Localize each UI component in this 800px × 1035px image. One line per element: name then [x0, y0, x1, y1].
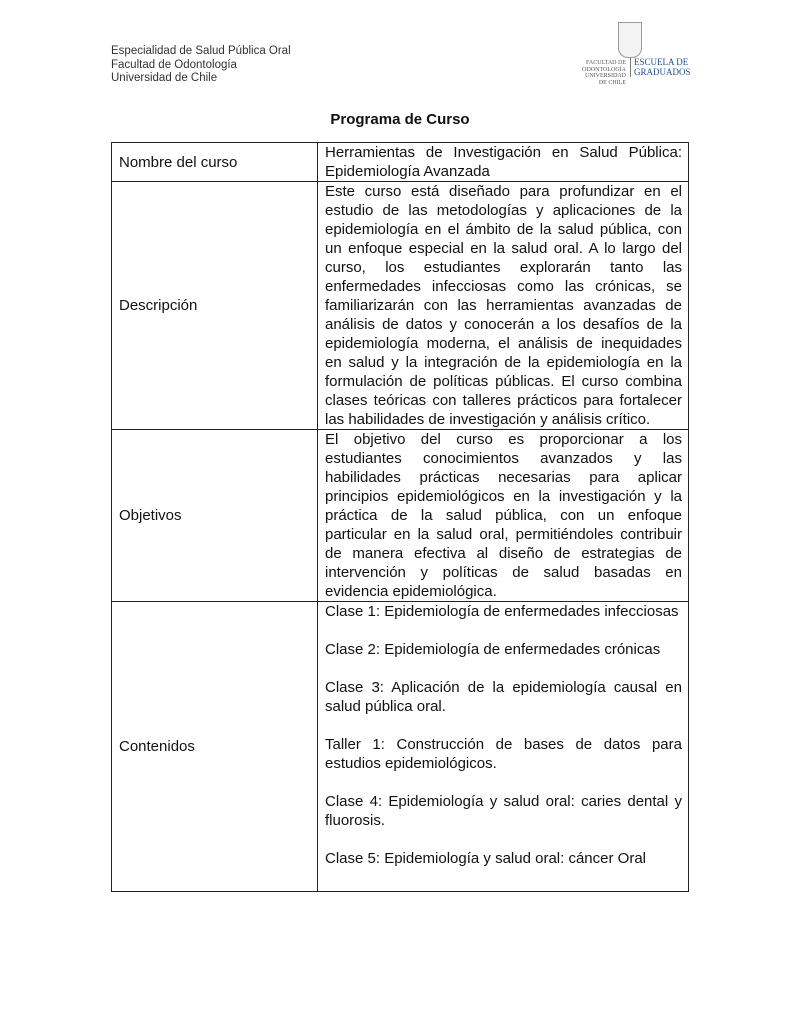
- table-row: [112, 602, 689, 892]
- row-label: Contenidos: [112, 602, 318, 892]
- header-line: Especialidad de Salud Pública Oral: [111, 45, 291, 57]
- list-item: Clase 2: Epidemiología de enfermedades crónicas: [325, 641, 661, 658]
- row-label: Objetivos: [112, 430, 318, 602]
- logo-school-text: ESCUELA DE GRADUADOS: [630, 58, 691, 77]
- university-crest-icon: [618, 22, 642, 58]
- row-value: Herramientas de Investigación en Salud Pública: Epidemiología Avanzada: [318, 143, 689, 182]
- page-title: Programa de Curso: [330, 111, 470, 128]
- header-line: Universidad de Chile: [111, 72, 218, 84]
- list-item: Clase 5: Epidemiología y salud oral: cáncer Oral: [325, 850, 646, 867]
- table-row: [112, 182, 689, 430]
- table-row: [112, 143, 689, 182]
- institution-header: [111, 45, 291, 86]
- list-item: Taller 1: Construcción de bases de datos para estudios epidemiológicos.: [325, 736, 682, 772]
- row-label: Nombre del curso: [112, 143, 318, 182]
- row-label: Descripción: [112, 182, 318, 430]
- row-value: Este curso está diseñado para profundizar en el estudio de las metodologías y aplicaciones de la epidemiología en el ámbito de la salud pública, con un enfoque especial en la salud oral. A lo largo del curso, los estudiantes explorarán tanto las enfermedades infecciosas como las crónicas, se familiarizarán con las herramientas avanzadas de análisis de datos y conocerán a los desafíos de la epidemiología moderna, el análisis de inequidades en salud y la integración de la epidemiología en la formulación de políticas públicas. El curso combina clases teóricas con talleres prácticos para fortalecer las habilidades de investigación y análisis crítico.: [318, 182, 689, 430]
- contents-list: [318, 602, 689, 892]
- course-program-table: [111, 142, 689, 892]
- list-item: Clase 4: Epidemiología y salud oral: caries dental y fluorosis.: [325, 793, 682, 829]
- header-line: Facultad de Odontología: [111, 58, 237, 71]
- row-value: El objetivo del curso es proporcionar a los estudiantes conocimientos avanzados y las habilidades prácticas necesarias para aplicar principios epidemiológicos en la investigación y la práctica de la salud pública, con un enfoque particular en la salud oral, permitiéndoles contribuir de manera efectiva al diseño de estrategias de intervención y políticas de salud basadas en evidencia epidemiológica.: [318, 430, 689, 602]
- escuela-graduados-logo: [578, 22, 691, 86]
- list-item: Clase 1: Epidemiología de enfermedades infecciosas: [325, 603, 679, 620]
- logo-faculty-text: FACULTAD DE ODONTOLOGÍA UNIVERSIDAD DE CHILE: [582, 60, 626, 86]
- list-item: Clase 3: Aplicación de la epidemiología causal en salud pública oral.: [325, 679, 682, 715]
- table-row: [112, 430, 689, 602]
